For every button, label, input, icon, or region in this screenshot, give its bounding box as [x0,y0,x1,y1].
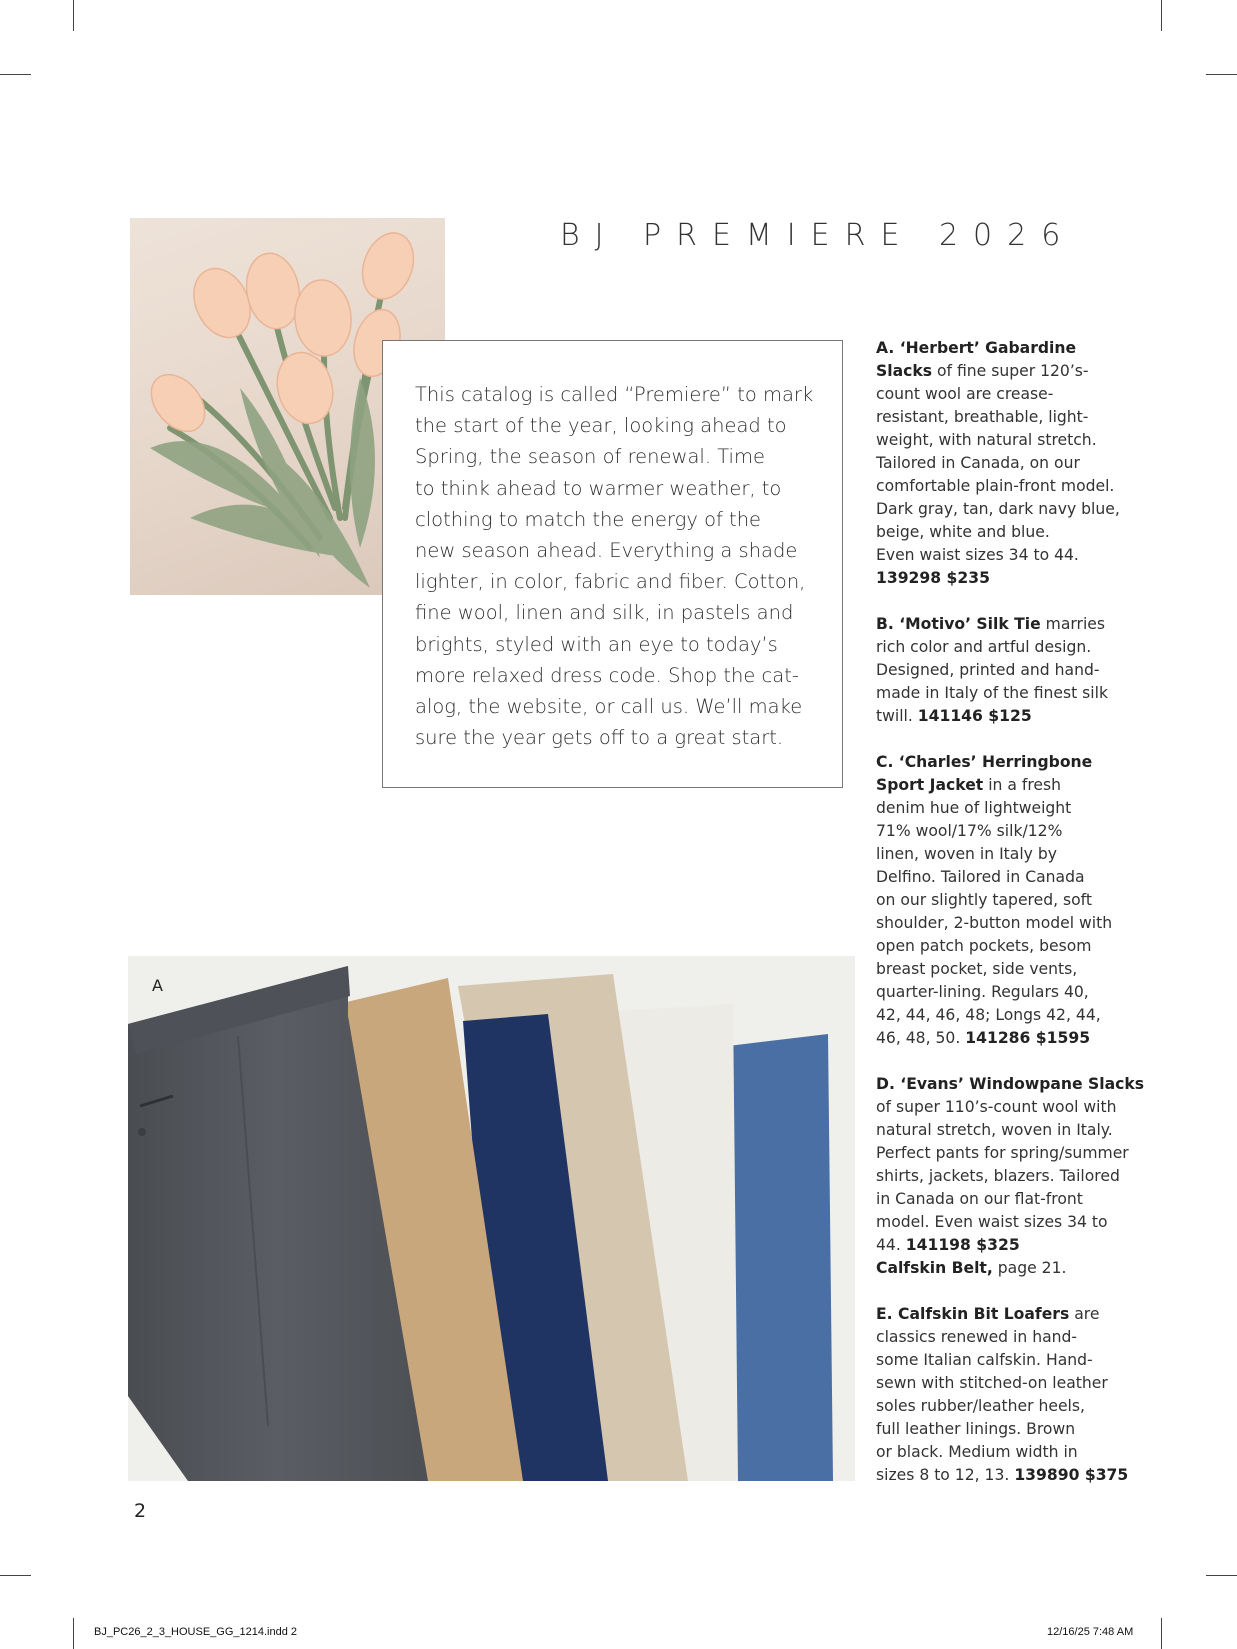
product-e-price: 139890 $375 [1014,1466,1129,1484]
slacks-photo [128,956,855,1481]
desc-text: natural stretch, woven in Italy. [876,1121,1113,1139]
desc-text: 42, 44, 46, 48; Longs 42, 44, [876,1006,1101,1024]
desc-text: 71% wool/17% silk/12% [876,822,1063,840]
crop-mark [1161,0,1162,31]
intro-line: brights, styled with an eye to today’s [415,632,778,656]
page-title: BJ PREMIERE 2026 [560,218,1076,253]
product-c-name: C. ‘Charles’ Herringbone [876,753,1093,771]
intro-line: alog, the website, or call us. We’ll make [415,695,803,719]
desc-text: beige, white and blue. [876,523,1050,541]
intro-line: new season ahead. Everything a shade [415,539,798,563]
crop-mark [1161,1618,1162,1649]
desc-text: weight, with natural stretch. [876,431,1097,449]
product-c-description [876,751,1138,1050]
desc-text: are [1069,1305,1100,1323]
product-b-name: B. ‘Motivo’ Silk Tie [876,615,1041,633]
desc-text: classics renewed in hand- [876,1328,1078,1346]
intro-line: This catalog is called “Premiere” to mark [415,383,814,406]
desc-text: Even waist sizes 34 to 44. [876,546,1079,564]
intro-line: the start of the year, looking ahead to [415,414,787,438]
product-a-price: 139298 $235 [876,569,990,587]
desc-text: 44. [876,1236,906,1254]
crop-mark [1206,74,1237,75]
intro-line: lighter, in color, fabric and fiber. Cotton, [415,570,806,594]
product-b-price: 141146 $125 [917,707,1032,725]
product-d-description [876,1073,1145,1280]
desc-text: rich color and artful design. [876,638,1092,656]
desc-text: or black. Medium width in [876,1443,1078,1461]
desc-text: soles rubber/leather heels, [876,1397,1085,1415]
desc-text: 46, 48, 50. [876,1029,966,1047]
intro-text-box [382,340,843,788]
photo-label: A [152,976,163,995]
product-c-name-cont: Sport Jacket [876,776,984,794]
desc-text: in Canada on our flat-front [876,1190,1083,1208]
product-d-price: 141198 $325 [905,1236,1020,1254]
product-c-price: 141286 $1595 [965,1029,1091,1047]
slug-filename: BJ_PC26_2_3_HOUSE_GG_1214.indd 2 [94,1626,298,1638]
product-d-name: D. ‘Evans’ Windowpane Slacks [876,1075,1145,1093]
desc-text: sewn with stitched-on leather [876,1374,1108,1392]
desc-text: page 21. [992,1259,1067,1277]
desc-text: some Italian calfskin. Hand- [876,1351,1093,1369]
product-e-description [876,1303,1138,1487]
product-descriptions [876,337,1145,1487]
desc-text: on our slightly tapered, soft [876,891,1093,909]
desc-text: linen, woven in Italy by [876,845,1057,863]
desc-text: quarter-lining. Regulars 40, [876,983,1089,1001]
product-a-name: A. ‘Herbert’ Gabardine [876,339,1077,357]
crop-mark [0,74,31,75]
crop-mark [1206,1575,1237,1576]
desc-text: breast pocket, side vents, [876,960,1078,978]
desc-text: marries [1040,615,1106,633]
desc-text: Delfino. Tailored in Canada [876,868,1085,886]
intro-line: clothing to match the energy of the [415,507,762,531]
intro-line: to think ahead to warmer weather, to [415,476,782,500]
product-a-name-cont: Slacks [876,362,932,380]
desc-text: Tailored in Canada, on our [876,454,1080,472]
desc-text: Dark gray, tan, dark navy blue, [876,500,1120,518]
page-number: 2 [134,1500,147,1522]
intro-line: sure the year gets off to a great start. [415,726,784,750]
crop-mark [73,0,74,31]
desc-text: model. Even waist sizes 34 to [876,1213,1108,1231]
desc-text: of super 110’s-count wool with [876,1098,1117,1116]
desc-text: denim hue of lightweight [876,799,1072,817]
intro-line: Spring, the season of renewal. Time [415,445,765,469]
desc-text: sizes 8 to 12, 13. [876,1466,1015,1484]
crop-mark [73,1618,74,1649]
desc-text: open patch pockets, besom [876,937,1092,955]
slacks-group [128,966,833,1481]
desc-text: in a fresh [983,776,1062,794]
desc-text: Designed, printed and hand- [876,661,1100,679]
desc-text: resistant, breathable, light- [876,408,1089,426]
desc-text: comfortable plain-front model. [876,477,1115,495]
desc-text: shirts, jackets, blazers. Tailored [876,1167,1120,1185]
desc-text: made in Italy of the finest silk [876,684,1109,702]
desc-text: of fine super 120’s- [932,362,1089,380]
product-a-description [876,337,1138,590]
intro-line: fine wool, linen and silk, in pastels and [415,601,794,625]
slacks-illustration [128,956,855,1481]
belt-reference: Calfskin Belt, [876,1259,993,1277]
slug-timestamp: 12/16/25 7:48 AM [1047,1626,1134,1638]
crop-mark [0,1575,31,1576]
product-e-name: E. Calfskin Bit Loafers [876,1305,1070,1323]
desc-text: full leather linings. Brown [876,1420,1076,1438]
product-b-description [876,613,1138,728]
desc-text: twill. [876,707,918,725]
intro-line: more relaxed dress code. Shop the cat- [415,663,799,687]
desc-text: Perfect pants for spring/summer [876,1144,1129,1162]
desc-text: shoulder, 2-button model with [876,914,1113,932]
desc-text: count wool are crease- [876,385,1054,403]
